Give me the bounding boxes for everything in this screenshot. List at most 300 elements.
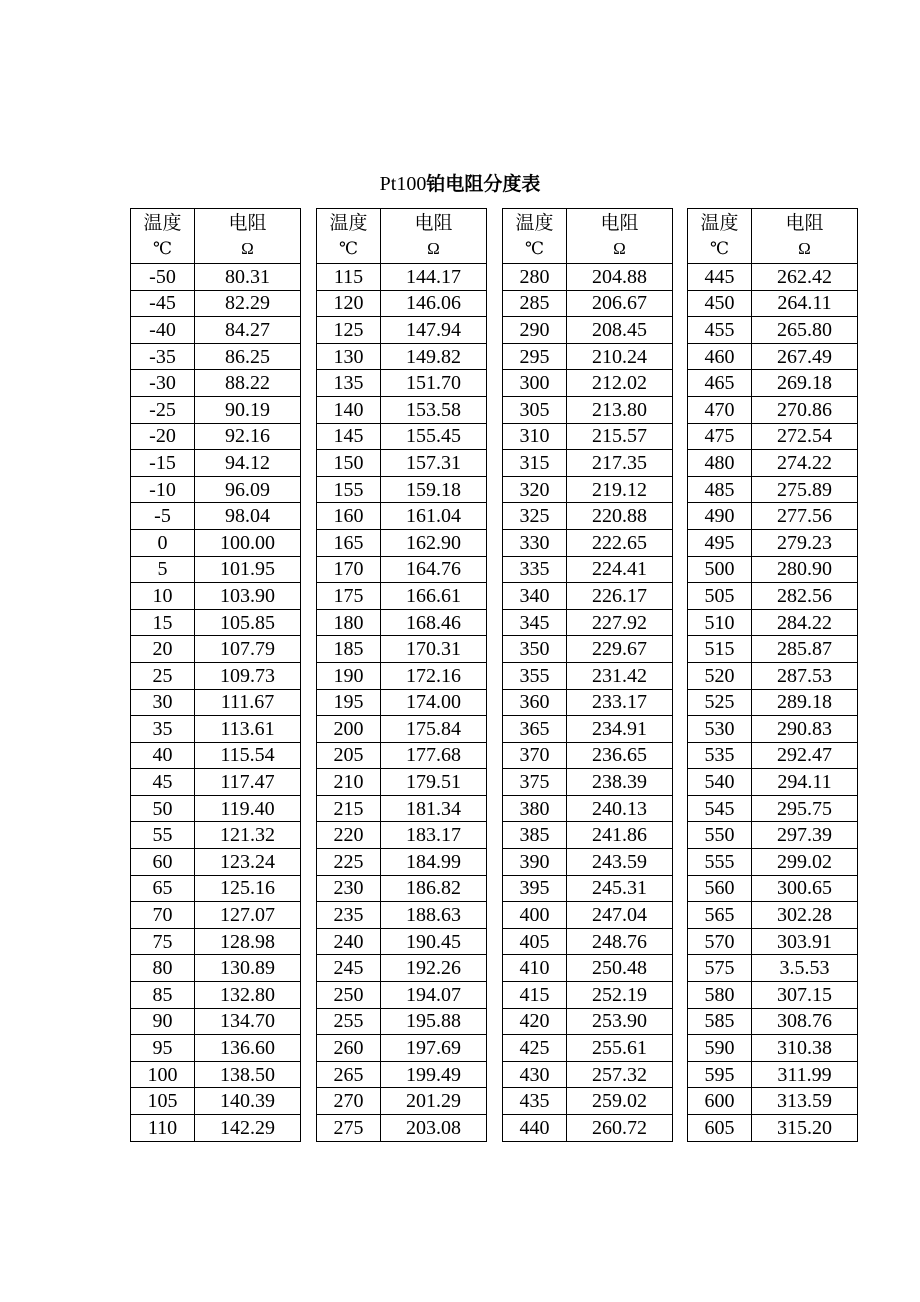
table-row [503, 264, 673, 291]
temperature-cell: -30 [131, 370, 195, 397]
temperature-cell: 190 [317, 662, 381, 689]
temperature-cell: 575 [688, 955, 752, 982]
resistance-cell: 219.12 [567, 476, 673, 503]
resistance-cell: 121.32 [195, 822, 301, 849]
resistance-cell: 162.90 [381, 529, 487, 556]
table-row [317, 689, 487, 716]
table-body [688, 264, 858, 1142]
table-row [688, 822, 858, 849]
resistance-header-unit: Ω [427, 239, 440, 258]
resistance-cell: 231.42 [567, 662, 673, 689]
resistance-cell: 159.18 [381, 476, 487, 503]
table-row [688, 636, 858, 663]
temperature-cell: 435 [503, 1088, 567, 1115]
table-row [131, 370, 301, 397]
temperature-cell: 590 [688, 1035, 752, 1062]
temperature-cell: 20 [131, 636, 195, 663]
title-prefix: Pt100 [379, 173, 427, 195]
temperature-cell: 505 [688, 583, 752, 610]
table-row [503, 609, 673, 636]
table-row [688, 264, 858, 291]
temperature-cell: 495 [688, 529, 752, 556]
temperature-cell: 95 [131, 1035, 195, 1062]
resistance-cell: 264.11 [752, 290, 858, 317]
table-row [131, 264, 301, 291]
temperature-cell: 105 [131, 1088, 195, 1115]
temperature-header-unit: ℃ [709, 239, 730, 258]
table-row [317, 875, 487, 902]
table-row [317, 636, 487, 663]
table-row [131, 396, 301, 423]
table-row [317, 1035, 487, 1062]
page-title [0, 170, 920, 198]
temperature-cell: 360 [503, 689, 567, 716]
temperature-header-label: 温度 [700, 212, 739, 234]
temperature-cell: 565 [688, 902, 752, 929]
resistance-cell: 128.98 [195, 928, 301, 955]
table-row [131, 742, 301, 769]
resistance-cell: 208.45 [567, 317, 673, 344]
table-row [131, 795, 301, 822]
temperature-header-label: 温度 [143, 212, 182, 234]
temperature-cell: 380 [503, 795, 567, 822]
table-row [503, 1008, 673, 1035]
table-row [688, 1115, 858, 1142]
resistance-column-header [752, 209, 858, 264]
table-row [503, 503, 673, 530]
temperature-cell: 35 [131, 716, 195, 743]
temperature-cell: 60 [131, 849, 195, 876]
temperature-cell: 485 [688, 476, 752, 503]
resistance-cell: 157.31 [381, 450, 487, 477]
temperature-cell: 5 [131, 556, 195, 583]
resistance-cell: 142.29 [195, 1115, 301, 1142]
table-row [503, 928, 673, 955]
resistance-cell: 107.79 [195, 636, 301, 663]
table-row [688, 955, 858, 982]
resistance-cell: 134.70 [195, 1008, 301, 1035]
resistance-cell: 186.82 [381, 875, 487, 902]
resistance-cell: 155.45 [381, 423, 487, 450]
resistance-column-header [195, 209, 301, 264]
table-row [317, 716, 487, 743]
table-row [131, 503, 301, 530]
temperature-cell: 475 [688, 423, 752, 450]
resistance-cell: 234.91 [567, 716, 673, 743]
temperature-cell: 180 [317, 609, 381, 636]
temperature-cell: -5 [131, 503, 195, 530]
table-row [317, 609, 487, 636]
table-row [131, 955, 301, 982]
resistance-cell: 174.00 [381, 689, 487, 716]
resistance-cell: 190.45 [381, 928, 487, 955]
temperature-cell: 290 [503, 317, 567, 344]
temperature-cell: 310 [503, 423, 567, 450]
table-row [317, 928, 487, 955]
resistance-cell: 294.11 [752, 769, 858, 796]
table-row [317, 849, 487, 876]
temperature-column-header [131, 209, 195, 264]
resistance-table-3 [502, 208, 673, 1142]
resistance-cell: 125.16 [195, 875, 301, 902]
resistance-cell: 255.61 [567, 1035, 673, 1062]
table-row [131, 1115, 301, 1142]
table-row [688, 769, 858, 796]
temperature-cell: 370 [503, 742, 567, 769]
table-row [131, 689, 301, 716]
temperature-column-header [317, 209, 381, 264]
temperature-cell: -10 [131, 476, 195, 503]
table-row [688, 317, 858, 344]
resistance-cell: 229.67 [567, 636, 673, 663]
temperature-cell: 330 [503, 529, 567, 556]
resistance-cell: 224.41 [567, 556, 673, 583]
resistance-cell: 257.32 [567, 1061, 673, 1088]
resistance-header-unit: Ω [613, 239, 626, 258]
table-row [688, 609, 858, 636]
temperature-cell: 595 [688, 1061, 752, 1088]
temperature-cell: 155 [317, 476, 381, 503]
table-row [503, 849, 673, 876]
table-row [317, 343, 487, 370]
table-row [503, 556, 673, 583]
resistance-cell: 259.02 [567, 1088, 673, 1115]
temperature-cell: 70 [131, 902, 195, 929]
table-row [503, 290, 673, 317]
temperature-cell: 455 [688, 317, 752, 344]
table-row [317, 476, 487, 503]
resistance-cell: 307.15 [752, 982, 858, 1009]
resistance-cell: 210.24 [567, 343, 673, 370]
table-row [688, 928, 858, 955]
resistance-cell: 277.56 [752, 503, 858, 530]
resistance-cell: 248.76 [567, 928, 673, 955]
table-row [688, 1061, 858, 1088]
resistance-cell: 103.90 [195, 583, 301, 610]
temperature-cell: 540 [688, 769, 752, 796]
temperature-header-label: 温度 [515, 212, 554, 234]
table-row [688, 583, 858, 610]
table-row [317, 317, 487, 344]
resistance-cell: 213.80 [567, 396, 673, 423]
temperature-cell: 415 [503, 982, 567, 1009]
table-row [317, 902, 487, 929]
resistance-cell: 253.90 [567, 1008, 673, 1035]
resistance-cell: 311.99 [752, 1061, 858, 1088]
temperature-cell: 80 [131, 955, 195, 982]
temperature-cell: 425 [503, 1035, 567, 1062]
table-row [317, 955, 487, 982]
resistance-cell: 144.17 [381, 264, 487, 291]
resistance-cell: 94.12 [195, 450, 301, 477]
table-row [503, 317, 673, 344]
resistance-cell: 292.47 [752, 742, 858, 769]
table-row [688, 529, 858, 556]
table-body [317, 264, 487, 1142]
resistance-cell: 240.13 [567, 795, 673, 822]
resistance-cell: 195.88 [381, 1008, 487, 1035]
resistance-table-2 [316, 208, 487, 1142]
resistance-cell: 105.85 [195, 609, 301, 636]
table-row [688, 503, 858, 530]
table-row [688, 343, 858, 370]
table-row [317, 662, 487, 689]
resistance-cell: 147.94 [381, 317, 487, 344]
table-row [317, 583, 487, 610]
resistance-cell: 98.04 [195, 503, 301, 530]
temperature-cell: 250 [317, 982, 381, 1009]
temperature-cell: 185 [317, 636, 381, 663]
temperature-cell: 345 [503, 609, 567, 636]
temperature-cell: 365 [503, 716, 567, 743]
resistance-cell: 164.76 [381, 556, 487, 583]
table-row [131, 556, 301, 583]
resistance-cell: 113.61 [195, 716, 301, 743]
resistance-cell: 282.56 [752, 583, 858, 610]
table-row [688, 716, 858, 743]
table-row [317, 982, 487, 1009]
resistance-cell: 299.02 [752, 849, 858, 876]
resistance-cell: 222.65 [567, 529, 673, 556]
resistance-cell: 86.25 [195, 343, 301, 370]
temperature-cell: 140 [317, 396, 381, 423]
temperature-cell: 535 [688, 742, 752, 769]
temperature-cell: 145 [317, 423, 381, 450]
table-row [317, 822, 487, 849]
temperature-cell: 135 [317, 370, 381, 397]
temperature-cell: 125 [317, 317, 381, 344]
table-row [503, 476, 673, 503]
table-row [131, 423, 301, 450]
temperature-cell: 390 [503, 849, 567, 876]
resistance-cell: 280.90 [752, 556, 858, 583]
table-row [503, 689, 673, 716]
temperature-cell: 165 [317, 529, 381, 556]
temperature-cell: 235 [317, 902, 381, 929]
table-row [688, 982, 858, 1009]
temperature-cell: -50 [131, 264, 195, 291]
table-row [317, 396, 487, 423]
resistance-cell: 92.16 [195, 423, 301, 450]
resistance-cell: 302.28 [752, 902, 858, 929]
table-row [688, 849, 858, 876]
resistance-cell: 90.19 [195, 396, 301, 423]
resistance-cell: 300.65 [752, 875, 858, 902]
temperature-cell: 450 [688, 290, 752, 317]
resistance-cell: 215.57 [567, 423, 673, 450]
resistance-cell: 295.75 [752, 795, 858, 822]
temperature-cell: 465 [688, 370, 752, 397]
temperature-cell: 30 [131, 689, 195, 716]
table-row [317, 556, 487, 583]
table-row [317, 423, 487, 450]
table-row [688, 290, 858, 317]
resistance-cell: 181.34 [381, 795, 487, 822]
resistance-cell: 206.67 [567, 290, 673, 317]
temperature-column-header [688, 209, 752, 264]
table-body [503, 264, 673, 1142]
temperature-cell: 225 [317, 849, 381, 876]
resistance-cell: 136.60 [195, 1035, 301, 1062]
temperature-cell: 110 [131, 1115, 195, 1142]
temperature-cell: 445 [688, 264, 752, 291]
table-row [131, 1088, 301, 1115]
table-row [688, 902, 858, 929]
temperature-cell: 480 [688, 450, 752, 477]
temperature-cell: 200 [317, 716, 381, 743]
temperature-cell: 580 [688, 982, 752, 1009]
temperature-cell: 515 [688, 636, 752, 663]
resistance-cell: 217.35 [567, 450, 673, 477]
table-row [688, 1008, 858, 1035]
temperature-cell: 15 [131, 609, 195, 636]
temperature-cell: 305 [503, 396, 567, 423]
table-row [131, 822, 301, 849]
resistance-cell: 199.49 [381, 1061, 487, 1088]
temperature-cell: 55 [131, 822, 195, 849]
temperature-cell: 240 [317, 928, 381, 955]
resistance-cell: 236.65 [567, 742, 673, 769]
table-row [317, 503, 487, 530]
temperature-cell: 270 [317, 1088, 381, 1115]
table-row [503, 769, 673, 796]
temperature-cell: 255 [317, 1008, 381, 1035]
resistance-cell: 153.58 [381, 396, 487, 423]
temperature-cell: 545 [688, 795, 752, 822]
resistance-table-1 [130, 208, 301, 1142]
table-row [131, 343, 301, 370]
temperature-cell: 85 [131, 982, 195, 1009]
table-row [131, 450, 301, 477]
temperature-cell: 50 [131, 795, 195, 822]
table-row [317, 529, 487, 556]
temperature-cell: 130 [317, 343, 381, 370]
resistance-cell: 151.70 [381, 370, 487, 397]
table-row [688, 1088, 858, 1115]
resistance-cell: 184.99 [381, 849, 487, 876]
table-row [503, 982, 673, 1009]
table-row [503, 742, 673, 769]
resistance-cell: 123.24 [195, 849, 301, 876]
temperature-cell: 510 [688, 609, 752, 636]
table-row [688, 370, 858, 397]
table-row [317, 1061, 487, 1088]
temperature-cell: 525 [688, 689, 752, 716]
table-row [131, 636, 301, 663]
resistance-cell: 96.09 [195, 476, 301, 503]
resistance-cell: 226.17 [567, 583, 673, 610]
table-row [503, 450, 673, 477]
temperature-cell: 585 [688, 1008, 752, 1035]
resistance-cell: 233.17 [567, 689, 673, 716]
table-row [688, 1035, 858, 1062]
resistance-cell: 127.07 [195, 902, 301, 929]
table-row [317, 1008, 487, 1035]
resistance-cell: 269.18 [752, 370, 858, 397]
temperature-cell: 275 [317, 1115, 381, 1142]
temperature-cell: 325 [503, 503, 567, 530]
resistance-cell: 289.18 [752, 689, 858, 716]
table-row [317, 1115, 487, 1142]
resistance-cell: 175.84 [381, 716, 487, 743]
resistance-cell: 250.48 [567, 955, 673, 982]
temperature-column-header [503, 209, 567, 264]
resistance-cell: 130.89 [195, 955, 301, 982]
resistance-cell: 260.72 [567, 1115, 673, 1142]
table-row [131, 529, 301, 556]
table-header-row [131, 209, 301, 264]
table-row [688, 875, 858, 902]
resistance-cell: 84.27 [195, 317, 301, 344]
temperature-cell: 245 [317, 955, 381, 982]
table-row [317, 264, 487, 291]
resistance-cell: 132.80 [195, 982, 301, 1009]
resistance-cell: 204.88 [567, 264, 673, 291]
title-main: 铂电阻分度表 [426, 173, 541, 195]
resistance-cell: 117.47 [195, 769, 301, 796]
table-row [503, 716, 673, 743]
temperature-cell: 295 [503, 343, 567, 370]
table-header-row [317, 209, 487, 264]
resistance-cell: 227.92 [567, 609, 673, 636]
temperature-cell: 170 [317, 556, 381, 583]
resistance-cell: 262.42 [752, 264, 858, 291]
temperature-cell: 315 [503, 450, 567, 477]
temperature-cell: 520 [688, 662, 752, 689]
resistance-cell: 100.00 [195, 529, 301, 556]
table-row [131, 317, 301, 344]
table-row [317, 1088, 487, 1115]
temperature-cell: 440 [503, 1115, 567, 1142]
table-row [503, 423, 673, 450]
resistance-cell: 313.59 [752, 1088, 858, 1115]
resistance-cell: 267.49 [752, 343, 858, 370]
temperature-cell: 195 [317, 689, 381, 716]
temperature-cell: 405 [503, 928, 567, 955]
temperature-cell: 175 [317, 583, 381, 610]
temperature-cell: 410 [503, 955, 567, 982]
resistance-cell: 188.63 [381, 902, 487, 929]
temperature-cell: -45 [131, 290, 195, 317]
temperature-cell: 530 [688, 716, 752, 743]
table-row [688, 689, 858, 716]
temperature-cell: 355 [503, 662, 567, 689]
table-row [688, 742, 858, 769]
resistance-header-unit: Ω [798, 239, 811, 258]
temperature-cell: 220 [317, 822, 381, 849]
temperature-cell: 40 [131, 742, 195, 769]
resistance-cell: 290.83 [752, 716, 858, 743]
temperature-cell: 600 [688, 1088, 752, 1115]
table-row [131, 1008, 301, 1035]
table-row [503, 529, 673, 556]
resistance-cell: 109.73 [195, 662, 301, 689]
temperature-cell: 340 [503, 583, 567, 610]
table-row [503, 370, 673, 397]
resistance-cell: 111.67 [195, 689, 301, 716]
resistance-cell: 203.08 [381, 1115, 487, 1142]
temperature-header-unit: ℃ [338, 239, 359, 258]
table-row [131, 662, 301, 689]
resistance-cell: 220.88 [567, 503, 673, 530]
temperature-header-unit: ℃ [524, 239, 545, 258]
resistance-cell: 149.82 [381, 343, 487, 370]
temperature-cell: 285 [503, 290, 567, 317]
table-row [317, 769, 487, 796]
temperature-cell: 150 [317, 450, 381, 477]
resistance-cell: 245.31 [567, 875, 673, 902]
resistance-cell: 138.50 [195, 1061, 301, 1088]
